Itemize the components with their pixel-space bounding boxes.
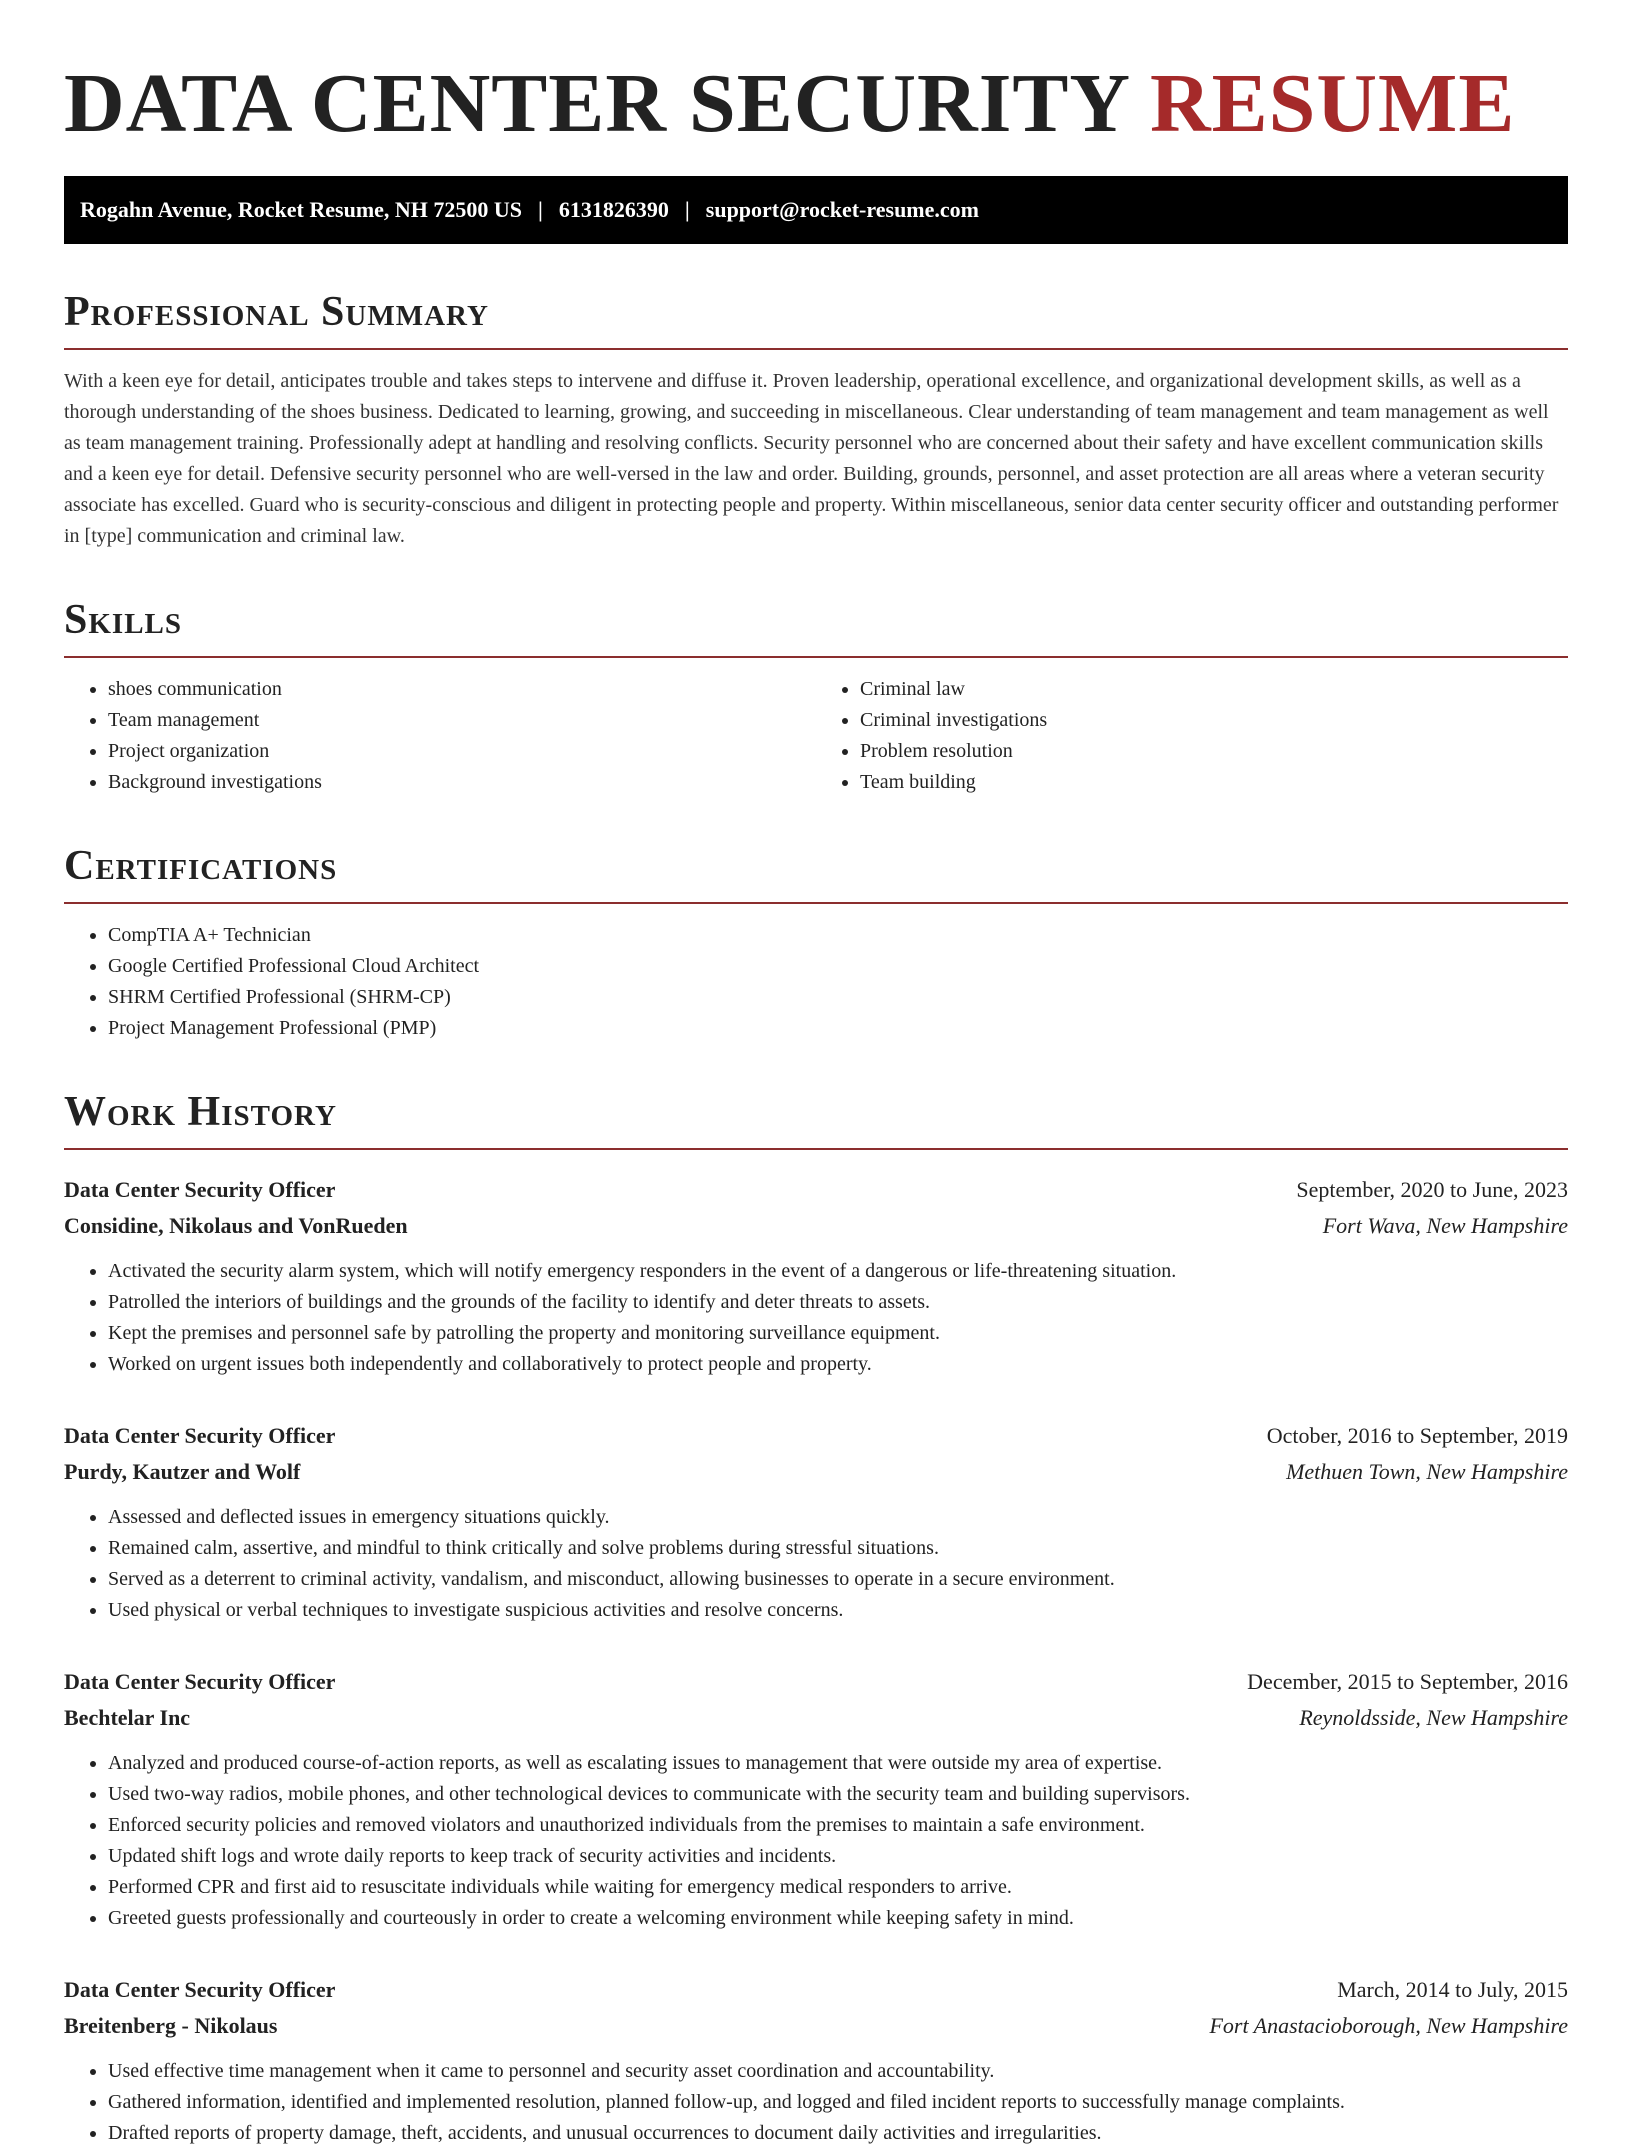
job-company-row (64, 1454, 1568, 1490)
job-dates: September, 2020 to June, 2023 (1296, 1177, 1568, 1202)
job-location: Methuen Town, New Hampshire (1286, 1459, 1568, 1484)
title-main: DATA CENTER SECURITY (64, 57, 1128, 150)
job-company-row (64, 2008, 1568, 2044)
job-entry (64, 1172, 1568, 1380)
skill-item: • shoes communication (108, 674, 816, 705)
certifications-list (64, 920, 1568, 1044)
skills-section (64, 596, 1568, 798)
skill-item: • Criminal investigations (860, 705, 1568, 736)
job-entry (64, 1418, 1568, 1626)
job-entry (64, 1664, 1568, 1934)
job-company: Bechtelar Inc (64, 1705, 191, 1730)
job-bullet: • Kept the premises and personnel safe by patrolling the property and monitoring surveillance equipment. (108, 1318, 1568, 1349)
skills-list-right (816, 674, 1568, 798)
skill-item: • Criminal law (860, 674, 1568, 705)
skills-grid (64, 674, 1568, 798)
job-bullet: • Activated the security alarm system, which will notify emergency responders in the event of a dangerous or life-threatening situation. (108, 1256, 1568, 1287)
job-bullet: • Enforced security policies and removed violators and unauthorized individuals from the premises to maintain a safe environment. (108, 1810, 1568, 1841)
resume-title (64, 56, 1568, 152)
certification-item: • CompTIA A+ Technician (108, 920, 1568, 951)
job-company: Considine, Nikolaus and VonRueden (64, 1213, 408, 1238)
job-title: Data Center Security Officer (64, 1977, 336, 2002)
job-header-row (64, 1418, 1568, 1454)
skills-list-left (64, 674, 816, 798)
job-bullet: • Patrolled the interiors of buildings and the grounds of the facility to identify and deter threats to assets. (108, 1287, 1568, 1318)
job-header-row (64, 1172, 1568, 1208)
job-dates: March, 2014 to July, 2015 (1337, 1977, 1568, 2002)
skills-heading: Skills (64, 596, 1568, 658)
job-title: Data Center Security Officer (64, 1669, 336, 1694)
job-bullets (64, 2056, 1568, 2149)
job-title: Data Center Security Officer (64, 1423, 336, 1448)
skill-item: • Background investigations (108, 767, 816, 798)
job-company: Breitenberg - Nikolaus (64, 2013, 278, 2038)
job-dates: October, 2016 to September, 2019 (1266, 1423, 1568, 1448)
certifications-section (64, 842, 1568, 1044)
job-location: Fort Wava, New Hampshire (1322, 1213, 1568, 1238)
job-location: Reynoldsside, New Hampshire (1299, 1705, 1568, 1730)
job-header-row (64, 1972, 1568, 2008)
contact-separator: | (684, 197, 690, 222)
job-company: Purdy, Kautzer and Wolf (64, 1459, 301, 1484)
job-bullet: • Performed CPR and first aid to resuscitate individuals while waiting for emergency medical responders to arrive. (108, 1872, 1568, 1903)
contact-email[interactable]: support@rocket-resume.com (705, 197, 979, 222)
job-bullet: • Served as a deterrent to criminal activity, vandalism, and misconduct, allowing businesses to operate in a secure environment. (108, 1564, 1568, 1595)
job-header-row (64, 1664, 1568, 1700)
job-bullet: • Used two-way radios, mobile phones, and other technological devices to communicate with the security team and building supervisors. (108, 1779, 1568, 1810)
certification-item: • SHRM Certified Professional (SHRM-CP) (108, 982, 1568, 1013)
work-history-section (64, 1088, 1568, 2149)
job-bullet: • Analyzed and produced course-of-action reports, as well as escalating issues to management that were outside my area of expertise. (108, 1748, 1568, 1779)
job-bullet: • Drafted reports of property damage, theft, accidents, and unusual occurrences to document daily activities and irregularities. (108, 2118, 1568, 2149)
job-bullet: • Updated shift logs and wrote daily reports to keep track of security activities and incidents. (108, 1841, 1568, 1872)
job-bullet: • Assessed and deflected issues in emergency situations quickly. (108, 1502, 1568, 1533)
skill-item: • Team building (860, 767, 1568, 798)
job-bullet: • Remained calm, assertive, and mindful to think critically and solve problems during stressful situations. (108, 1533, 1568, 1564)
job-entry (64, 1972, 1568, 2149)
job-bullets (64, 1748, 1568, 1934)
summary-heading: Professional Summary (64, 288, 1568, 350)
job-company-row (64, 1208, 1568, 1244)
contact-bar (64, 176, 1568, 244)
work-history-heading: Work History (64, 1088, 1568, 1150)
summary-section (64, 288, 1568, 552)
skill-item: • Team management (108, 705, 816, 736)
job-bullet: • Used physical or verbal techniques to investigate suspicious activities and resolve concerns. (108, 1595, 1568, 1626)
skill-item: • Problem resolution (860, 736, 1568, 767)
contact-phone[interactable]: 6131826390 (558, 197, 669, 222)
summary-text: With a keen eye for detail, anticipates trouble and takes steps to intervene and diffuse it. Proven leadership, operational excellence, and organizational development skills, as well as a thorough understanding of the shoes business. Dedicated to learning, growing, and succeeding in miscellaneous. Clear understanding of team management and team management as well as team management training. Professionally adept at handling and resolving conflicts. Security personnel who are concerned about their safety and have excellent communication skills and a keen eye for detail. Defensive security personnel who are well-versed in the law and order. Building, grounds, personnel, and asset protection are all areas where a veteran security associate has excelled. Guard who is security-conscious and diligent in protecting people and property. Within miscellaneous, senior data center security officer and outstanding performer in [type] communication and criminal law. (64, 370, 1559, 547)
job-bullet: • Greeted guests professionally and courteously in order to create a welcoming environment while keeping safety in mind. (108, 1903, 1568, 1934)
skill-item: • Project organization (108, 736, 816, 767)
job-bullet: • Used effective time management when it came to personnel and security asset coordination and accountability. (108, 2056, 1568, 2087)
certification-item: • Google Certified Professional Cloud Architect (108, 951, 1568, 982)
contact-separator: | (538, 197, 543, 222)
certifications-heading: Certifications (64, 842, 1568, 904)
job-location: Fort Anastacioborough, New Hampshire (1209, 2013, 1568, 2038)
job-bullet: • Gathered information, identified and implemented resolution, planned follow-up, and logged and filed incident reports to successfully manage complaints. (108, 2087, 1568, 2118)
contact-address: Rogahn Avenue, Rocket Resume, NH 72500 US (80, 197, 523, 222)
title-accent: RESUME (1149, 57, 1516, 150)
certification-item: • Project Management Professional (PMP) (108, 1013, 1568, 1044)
job-bullets (64, 1502, 1568, 1626)
job-title: Data Center Security Officer (64, 1177, 336, 1202)
job-company-row (64, 1700, 1568, 1736)
job-bullets (64, 1256, 1568, 1380)
job-bullet: • Worked on urgent issues both independently and collaboratively to protect people and property. (108, 1349, 1568, 1380)
job-dates: December, 2015 to September, 2016 (1247, 1669, 1568, 1694)
